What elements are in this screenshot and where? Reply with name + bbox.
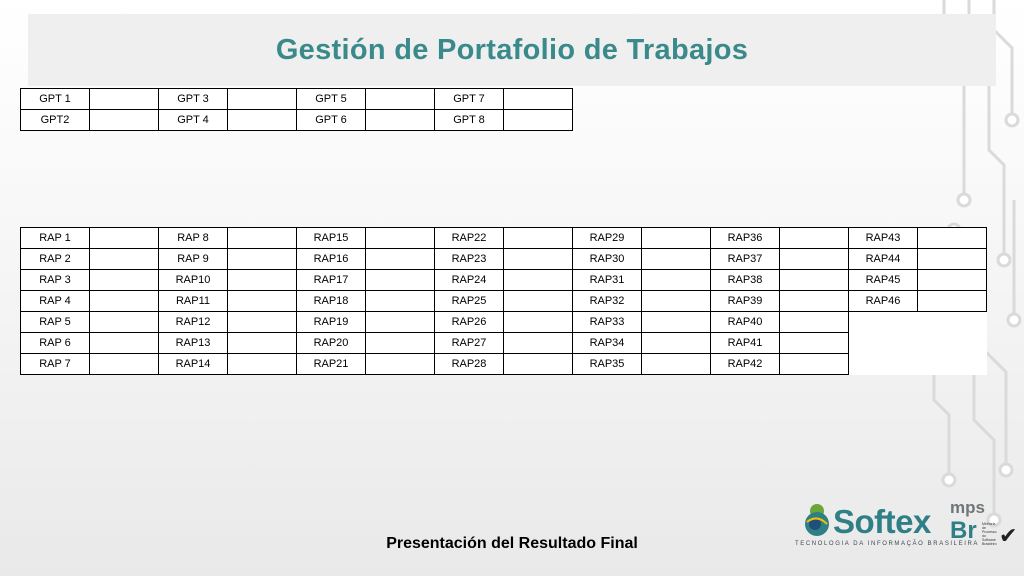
cell-value [504, 249, 573, 270]
cell-label: RAP35 [573, 354, 642, 375]
cell-value [366, 291, 435, 312]
slide-title: Gestión de Portafolio de Trabajos [275, 34, 749, 66]
cell-label: RAP16 [297, 249, 366, 270]
cell-label: RAP33 [573, 312, 642, 333]
cell-value [90, 333, 159, 354]
cell-label: RAP 3 [21, 270, 90, 291]
cell-value [366, 89, 435, 110]
cell-value [504, 312, 573, 333]
cell-value [780, 249, 849, 270]
softex-mark-icon [803, 502, 831, 538]
cell-value [228, 249, 297, 270]
cell-label: RAP42 [711, 354, 780, 375]
cell-value [642, 270, 711, 291]
cell-value [228, 291, 297, 312]
logo-mps: mps [950, 498, 985, 517]
logo-tagline: TECNOLOGIA DA INFORMAÇÃO BRASILEIRA [795, 541, 980, 547]
empty-cell [849, 333, 918, 354]
cell-label: RAP10 [159, 270, 228, 291]
cell-value [642, 291, 711, 312]
cell-value [642, 249, 711, 270]
cell-label: RAP 9 [159, 249, 228, 270]
cell-value [366, 110, 435, 131]
cell-label: RAP39 [711, 291, 780, 312]
rap-table [20, 227, 987, 375]
cell-label: RAP43 [849, 228, 918, 249]
cell-label: GPT 4 [159, 110, 228, 131]
cell-label: RAP46 [849, 291, 918, 312]
cell-label: RAP20 [297, 333, 366, 354]
cell-value [780, 228, 849, 249]
cell-value [90, 270, 159, 291]
cell-label: RAP 8 [159, 228, 228, 249]
cell-value [504, 291, 573, 312]
cell-value [780, 291, 849, 312]
cell-label: RAP30 [573, 249, 642, 270]
cell-label: GPT 8 [435, 110, 504, 131]
cell-label: RAP24 [435, 270, 504, 291]
gpt-row [21, 89, 573, 110]
gpt-row [21, 110, 573, 131]
cell-label: RAP34 [573, 333, 642, 354]
cell-value [642, 354, 711, 375]
cell-value [366, 249, 435, 270]
cell-label: RAP 4 [21, 291, 90, 312]
cell-value [366, 333, 435, 354]
cell-label: RAP 2 [21, 249, 90, 270]
softex-logo [795, 500, 1020, 560]
cell-label: RAP21 [297, 354, 366, 375]
rap-row [21, 291, 987, 312]
cell-label: RAP28 [435, 354, 504, 375]
cell-value [918, 228, 987, 249]
cell-value [504, 228, 573, 249]
cell-value [90, 354, 159, 375]
cell-value [642, 228, 711, 249]
cell-label: RAP19 [297, 312, 366, 333]
empty-cell [849, 354, 918, 375]
cell-label: RAP31 [573, 270, 642, 291]
cell-value [918, 270, 987, 291]
cell-value [780, 312, 849, 333]
footer-text: Presentación del Resultado Final [386, 535, 638, 552]
cell-label: RAP 7 [21, 354, 90, 375]
rap-row [21, 312, 987, 333]
cell-label: RAP29 [573, 228, 642, 249]
cell-label: RAP37 [711, 249, 780, 270]
cell-value [90, 110, 159, 131]
cell-value [780, 354, 849, 375]
cell-value [228, 312, 297, 333]
cell-value [90, 291, 159, 312]
cell-label: RAP23 [435, 249, 504, 270]
cell-value [504, 333, 573, 354]
cell-value [366, 228, 435, 249]
cell-value [90, 228, 159, 249]
empty-cell [849, 312, 918, 333]
cell-value [366, 270, 435, 291]
cell-label: RAP13 [159, 333, 228, 354]
logo-small-text: Melhoria de Processo do Software Brasileiro [982, 522, 997, 546]
cell-label: RAP18 [297, 291, 366, 312]
cell-label: RAP44 [849, 249, 918, 270]
cell-label: GPT 7 [435, 89, 504, 110]
cell-value [228, 270, 297, 291]
cell-value [228, 110, 297, 131]
cell-value [90, 89, 159, 110]
cell-label: RAP 6 [21, 333, 90, 354]
cell-value [90, 249, 159, 270]
empty-cell [918, 354, 987, 375]
cell-value [504, 89, 573, 110]
cell-label: RAP14 [159, 354, 228, 375]
cell-value [504, 270, 573, 291]
cell-value [90, 312, 159, 333]
cell-value [918, 249, 987, 270]
cell-label: RAP41 [711, 333, 780, 354]
cell-label: RAP26 [435, 312, 504, 333]
rap-row [21, 354, 987, 375]
cell-label: RAP25 [435, 291, 504, 312]
cell-value [780, 270, 849, 291]
cell-label: RAP36 [711, 228, 780, 249]
cell-label: RAP12 [159, 312, 228, 333]
cell-value [642, 312, 711, 333]
cell-label: RAP 5 [21, 312, 90, 333]
cell-label: RAP27 [435, 333, 504, 354]
cell-label: RAP38 [711, 270, 780, 291]
cell-value [504, 354, 573, 375]
cell-label: RAP 1 [21, 228, 90, 249]
cell-value [780, 333, 849, 354]
cell-label: RAP11 [159, 291, 228, 312]
cell-label: RAP40 [711, 312, 780, 333]
rap-row [21, 249, 987, 270]
cell-value [366, 312, 435, 333]
cell-value [228, 354, 297, 375]
rap-row [21, 228, 987, 249]
cell-value [228, 333, 297, 354]
cell-value [642, 333, 711, 354]
empty-cell [918, 312, 987, 333]
cell-label: RAP15 [297, 228, 366, 249]
cell-value [918, 291, 987, 312]
cell-value [366, 354, 435, 375]
cell-label: RAP32 [573, 291, 642, 312]
rap-row [21, 270, 987, 291]
cell-value [228, 228, 297, 249]
cell-label: RAP17 [297, 270, 366, 291]
gpt-table [20, 88, 573, 131]
title-band [28, 14, 996, 86]
cell-value [504, 110, 573, 131]
rap-row [21, 333, 987, 354]
logo-br: Br [950, 517, 977, 544]
cell-label: RAP45 [849, 270, 918, 291]
cell-label: GPT 3 [159, 89, 228, 110]
cell-label: GPT 6 [297, 110, 366, 131]
cell-label: GPT 5 [297, 89, 366, 110]
cell-label: RAP22 [435, 228, 504, 249]
empty-cell [918, 333, 987, 354]
cell-value [228, 89, 297, 110]
cell-label: GPT 1 [21, 89, 90, 110]
cell-label: GPT2 [21, 110, 90, 131]
logo-wordmark: Softex [833, 503, 931, 540]
check-icon: ✔ [999, 524, 1018, 549]
